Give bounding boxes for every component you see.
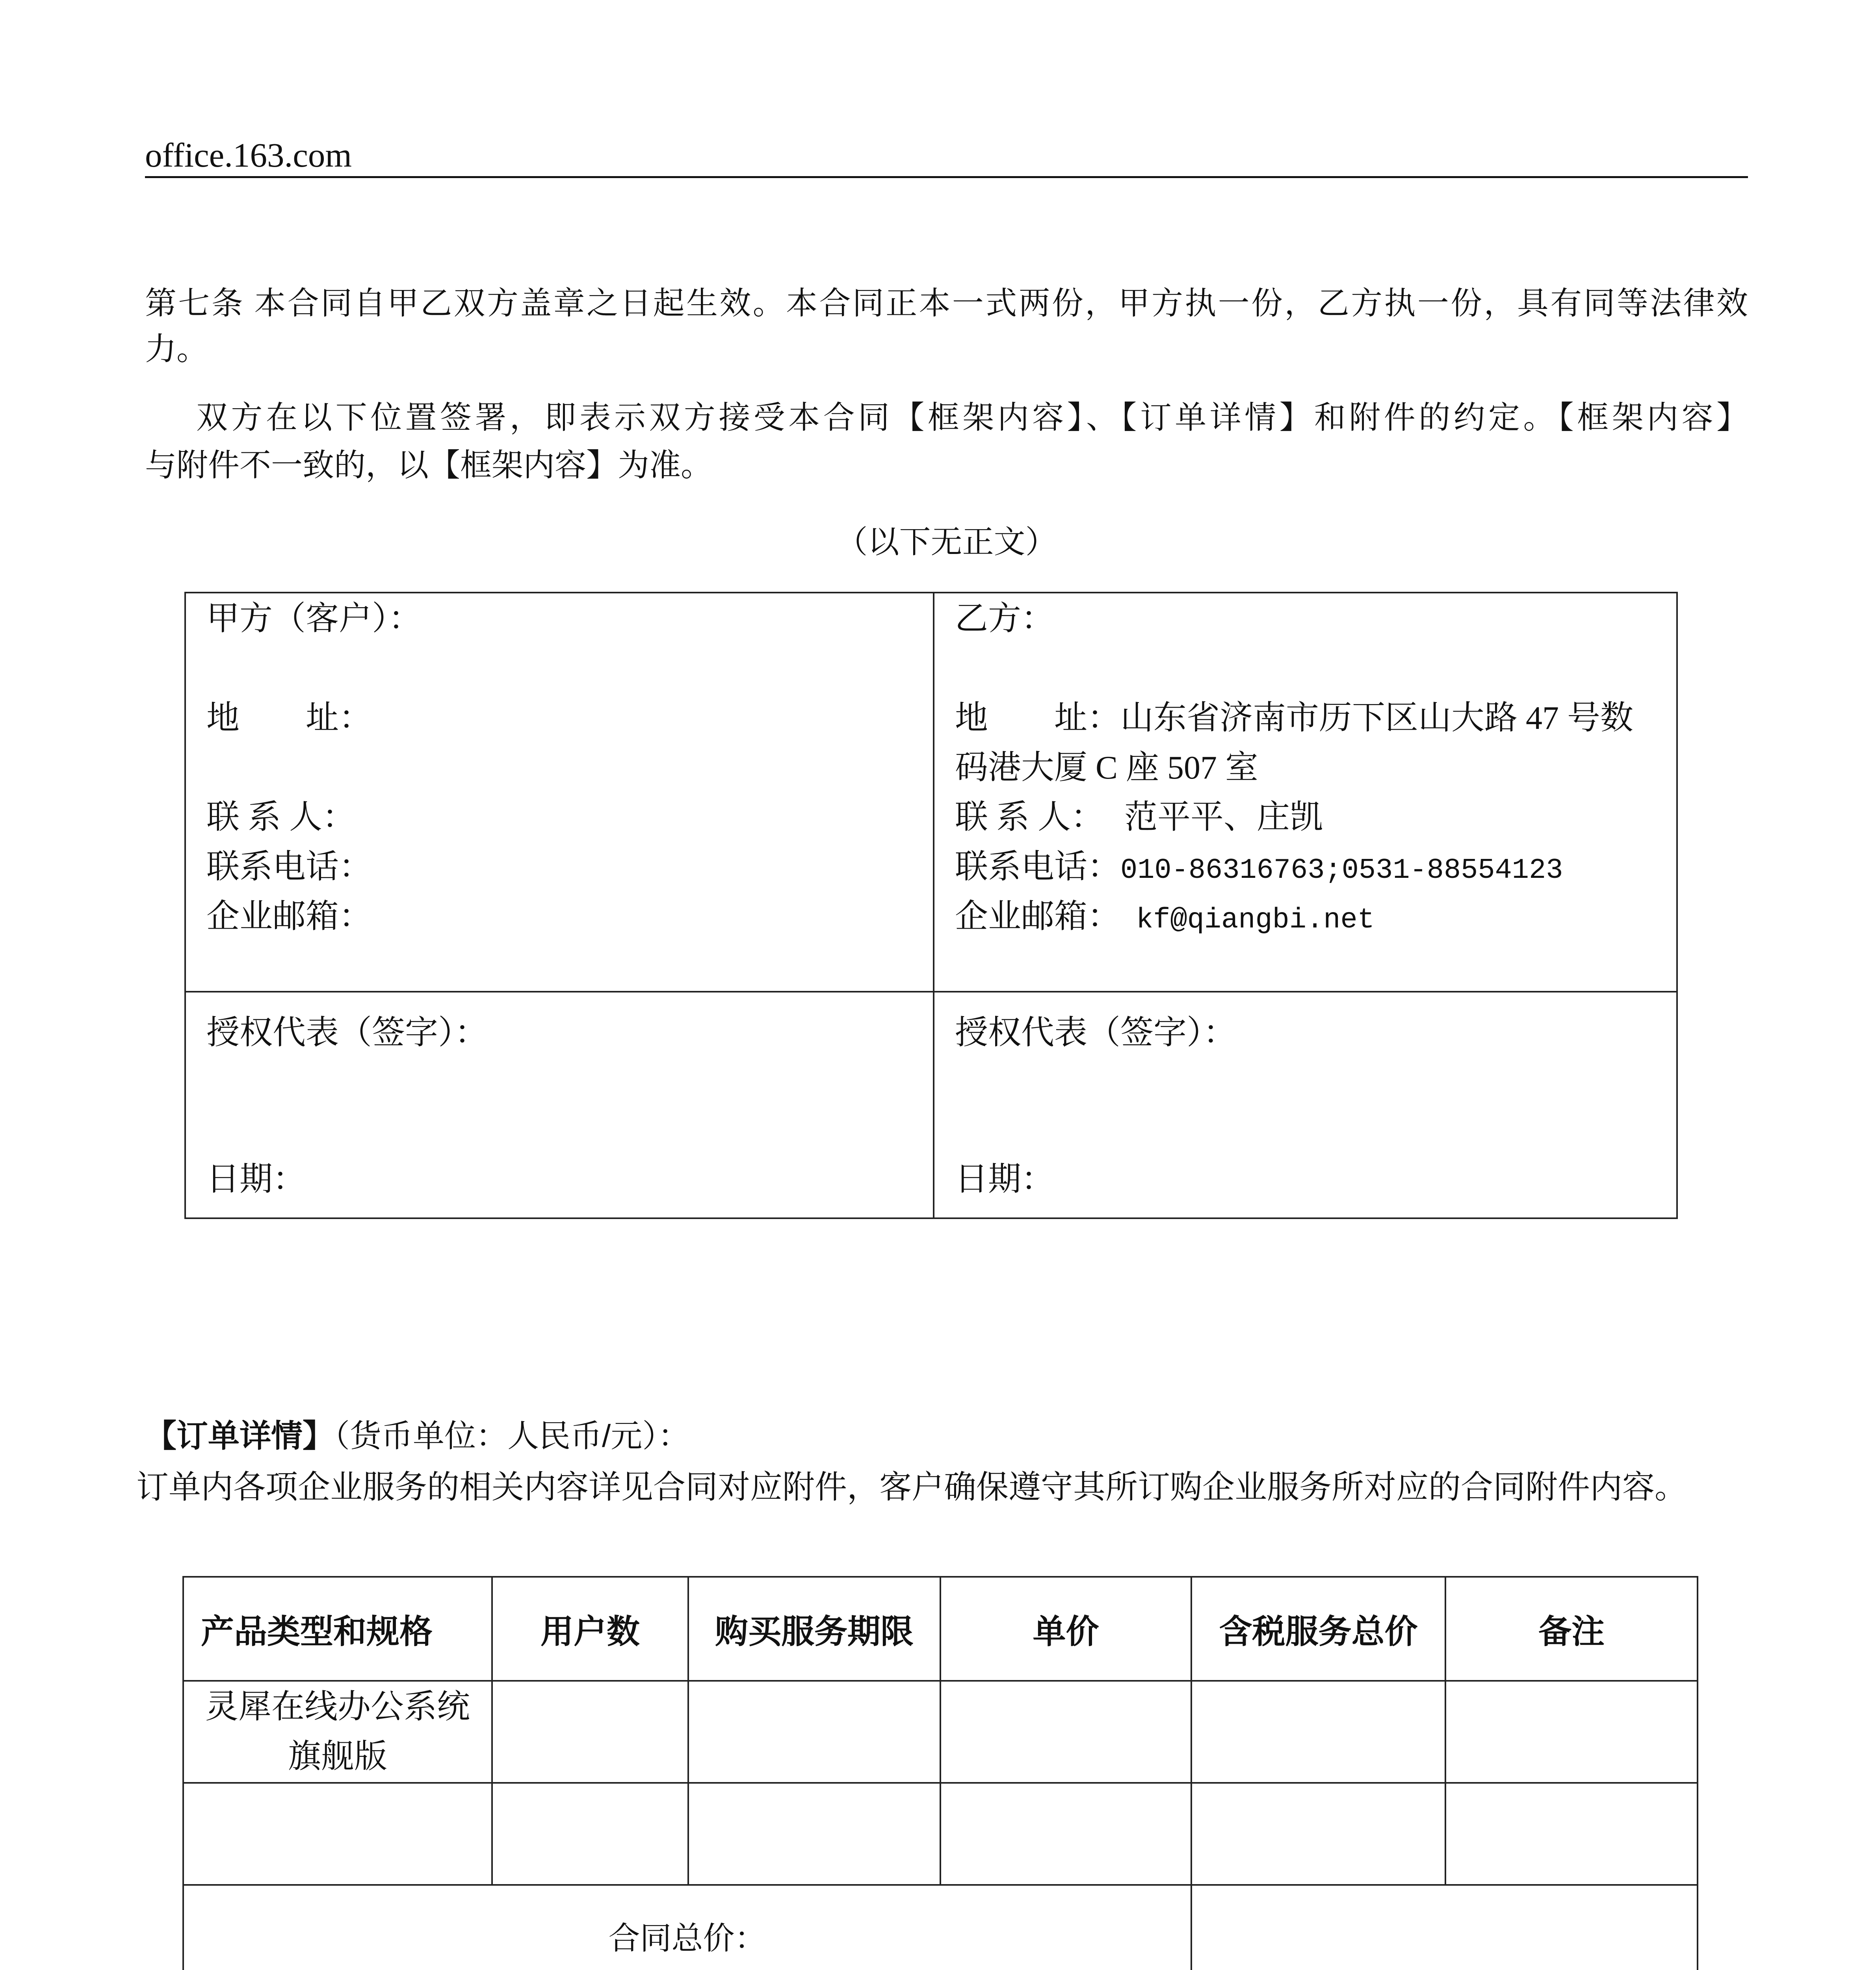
signature-table [184,592,1678,1219]
party-b-phone-label: 联系电话： [955,849,1121,885]
article-7-line-1 [145,281,1748,327]
remark-cell [1445,1783,1698,1885]
article-7-text: 本合同自甲乙双方盖章之日起生效。本合同正本一式两份，甲方执一份，乙方执一份，具有同等法律效 [254,286,1748,321]
spacer [206,743,933,793]
party-b-date-label: 日期： [955,1161,1055,1198]
product-name: 灵犀在线办公系统 [205,1688,470,1725]
spacer [955,1057,1676,1106]
column-header-remark: 备注 [1445,1577,1698,1681]
party-b-address-line-2: 码港大厦 C 座 507 室 [955,749,1259,786]
unit-price-cell [940,1681,1191,1783]
users-cell [492,1783,688,1885]
agreement-paragraph [145,394,1748,490]
order-description: 订单内各项企业服务的相关内容详见合同对应附件，客户确保遵守其所订购企业服务所对应的合同附件内容。 [136,1469,1687,1505]
party-b-address-label: 地 址： [955,700,1121,736]
order-details-heading [145,1417,689,1455]
currency-note: （货币单位：人民币/元）： [334,1418,690,1453]
header-rule [145,176,1748,178]
column-header-term: 购买服务期限 [688,1577,940,1681]
party-a-title: 甲方（客户）： [206,600,422,637]
order-table [182,1576,1698,1970]
agreement-line-2: 与附件不一致的，以【框架内容】为准。 [145,448,712,483]
table-row [183,1681,1698,1783]
spacer [206,644,933,693]
spacer [955,1106,1676,1155]
party-a-cell [185,593,934,992]
party-a-email-label: 企业邮箱： [206,898,372,935]
column-header-unit-price: 单价 [940,1577,1191,1681]
party-b-title: 乙方： [955,600,1055,637]
article-7-line-2: 力。 [145,332,208,367]
article-label: 第七条 [145,286,245,321]
order-table-header-row [183,1577,1698,1681]
party-a-signature-cell [185,992,934,1218]
party-b-signature-cell [934,992,1677,1218]
agreement-line-1: 双方在以下位置签署，即表示双方接受本合同【框架内容】、【订单详情】和附件的约定。【框架内容】 [196,401,1748,435]
site-header: office.163.com [145,136,352,174]
party-b-phone-value: 010-86316763;0531-88554123 [1120,854,1563,886]
column-header-product: 产品类型和规格 [183,1577,492,1681]
unit-price-cell [940,1783,1191,1885]
party-b-address-line-1: 山东省济南市历下区山大路 47 号数 [1120,700,1634,736]
party-b-contact-label: 联 系 人： [955,799,1104,836]
spacer [206,1057,933,1106]
party-b-email-value: kf@qiangbi.net [1136,904,1374,936]
term-cell [688,1783,940,1885]
total-with-tax-cell [1191,1681,1445,1783]
column-header-users: 用户数 [492,1577,688,1681]
contract-total-label: 合同总价： [183,1885,1191,1970]
term-cell [688,1681,940,1783]
party-a-contact-label: 联 系 人： [206,799,356,836]
remark-cell [1445,1681,1698,1783]
column-header-total-with-tax: 含税服务总价 [1191,1577,1445,1681]
contract-total-row [183,1885,1698,1970]
product-edition: 旗舰版 [288,1738,387,1775]
article-7-paragraph [145,281,1748,372]
party-b-email-label: 企业邮箱： [955,898,1121,935]
spacer [206,1106,933,1155]
party-a-date-label: 日期： [206,1161,306,1198]
signature-row [185,992,1677,1218]
no-more-text-note: （以下无正文） [836,525,1057,560]
product-cell [183,1783,492,1885]
party-b-phone [955,842,1676,892]
party-b-sign-label: 授权代表（签字）： [955,1015,1237,1051]
party-a-phone-label: 联系电话： [206,849,372,885]
users-cell [492,1681,688,1783]
table-row [183,1783,1698,1885]
product-cell [183,1681,492,1783]
party-b-contact [955,793,1676,842]
party-a-sign-label: 授权代表（签字）： [206,1015,488,1051]
party-b-email [955,892,1676,942]
order-details-title: 【订单详情】 [145,1418,334,1453]
total-with-tax-cell [1191,1783,1445,1885]
party-info-row [185,593,1677,992]
party-b-address [955,693,1676,743]
contract-total-value [1191,1885,1698,1970]
spacer [955,644,1676,693]
party-b-cell [934,593,1677,992]
party-b-contact-value: 范平平、庄凯 [1124,799,1323,836]
party-a-address-label: 地 址： [206,700,372,736]
